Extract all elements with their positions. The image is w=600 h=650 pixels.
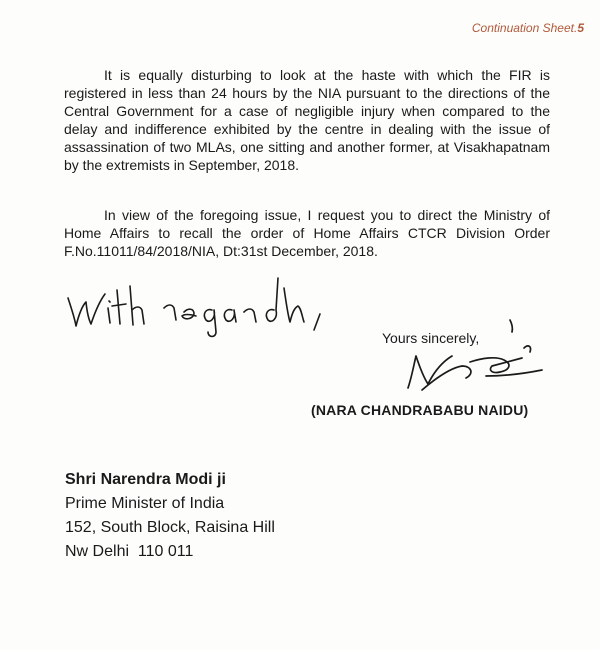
signature-image: [392, 318, 562, 408]
continuation-text: Continuation Sheet.: [471, 21, 578, 35]
sheet-number: 5: [577, 21, 584, 35]
handwritten-closing: [62, 268, 352, 338]
body-paragraph-1: It is equally disturbing to look at the haste with which the FIR is registered in less than 24 hours by the NIA pursuant to the directions of the Central Government for a case of negligible injury when compared to the delay and indifference exhibited by the centre in dealing with the issue of assassination of two MLAs, one sitting and another former, at Visakhapatnam by the extremists in September, 2018.: [64, 67, 550, 173]
closing-salutation: Yours sincerely,: [382, 330, 480, 346]
body-paragraph-2: In view of the foregoing issue, I request you to direct the Ministry of Home Affairs to recall the order of Home Affairs CTCR Division Order F.No.11011/84/2018/NIA, Dt:31st December, 2018.: [64, 207, 550, 259]
continuation-sheet-label: [472, 21, 584, 35]
recipient-name: Shri Narendra Modi ji: [65, 471, 226, 488]
recipient-title: Prime Minister of India: [65, 495, 225, 512]
signatory-name: (NARA CHANDRABABU NAIDU): [311, 402, 529, 418]
recipient-address-block: [65, 468, 275, 564]
recipient-address-line-2: Nw Delhi 110 011: [65, 543, 194, 560]
recipient-address-line-1: 152, South Block, Raisina Hill: [65, 519, 275, 536]
